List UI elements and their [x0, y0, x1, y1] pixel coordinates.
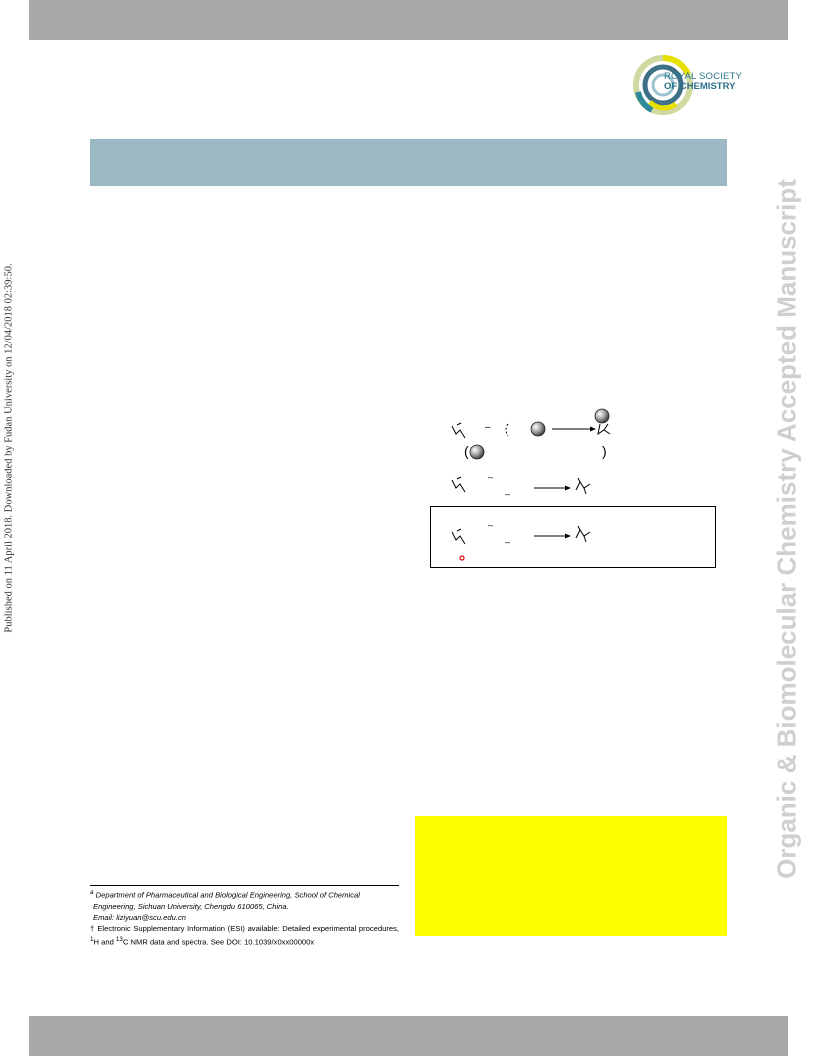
esi-footnote [90, 923, 399, 948]
author-email: Email: liziyuan@scu.edu.cn [93, 912, 186, 922]
footnotes [90, 887, 399, 947]
affiliation-mark: a [90, 889, 94, 896]
accepted-manuscript-banner [768, 129, 806, 929]
scheme-minus-1: – [485, 422, 491, 433]
affiliation-footnote [90, 887, 399, 901]
top-header-bar [29, 0, 788, 40]
bottom-footer-bar [29, 1016, 788, 1056]
esi-text-2: H and [93, 937, 116, 947]
scheme-highlight-box [430, 506, 716, 568]
esi-sup-2: 13 [115, 935, 123, 943]
logo-line-1: ROYAL SOCIETY [664, 71, 743, 82]
esi-text-3: C NMR data and spectra. See DOI: 10.1039/x0xx00000x [122, 937, 315, 947]
scheme-minus-5: – [505, 537, 511, 547]
esi-sup-1: 1 [90, 935, 94, 943]
article-title-bar [90, 139, 727, 186]
scheme-paren-right: ) [602, 443, 607, 459]
logo-line-2: OF CHEMISTRY [664, 81, 736, 92]
affiliation-line-2: Engineering, Sichuan University, Chengdu 610065, China. [93, 901, 289, 911]
published-notice-text: Published on 11 April 2018. Downloaded by Fudan University on 12/04/2018 02:39:50. [3, 263, 15, 633]
yellow-highlight-block [415, 816, 727, 936]
reaction-scheme [430, 400, 726, 572]
rsc-logo-text [664, 72, 742, 92]
accepted-manuscript-text: Organic & Biomolecular Chemistry Accepted Manuscript [771, 179, 802, 879]
scheme-minus-3: – [505, 489, 511, 499]
scheme-paren-left: ( [464, 443, 469, 459]
scheme-minus-2: – [488, 472, 494, 482]
esi-text-1: † Electronic Supplementary Information (ESI) available: Detailed experimental procedures, [90, 923, 399, 933]
footnote-rule [90, 885, 399, 886]
scheme-minus-4: – [488, 520, 494, 530]
affiliation-line-1: Department of Pharmaceutical and Biological Engineering, School of Chemical [93, 890, 360, 900]
published-notice [0, 262, 20, 634]
